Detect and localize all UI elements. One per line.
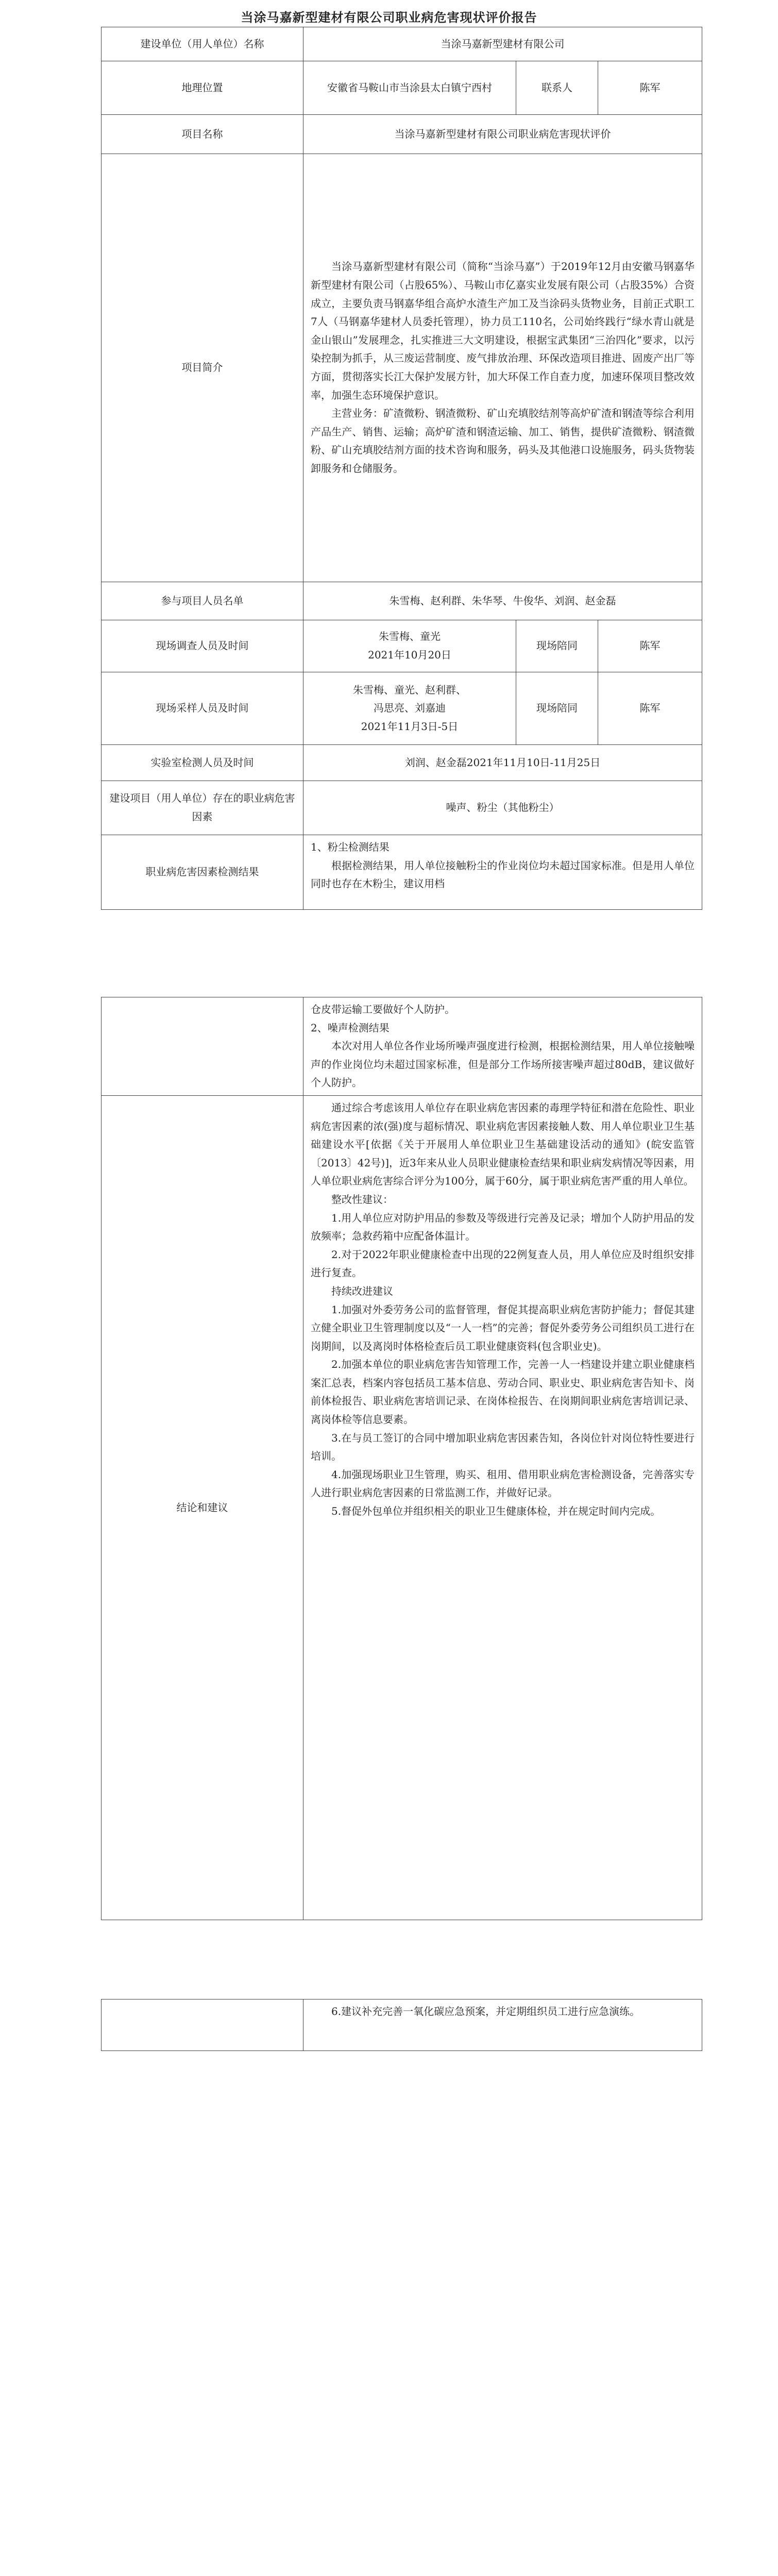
info-table-part-3 [101,1999,702,2051]
row-project-intro [102,154,702,582]
noise-title: 2、噪声检测结果 [311,1021,390,1034]
survey-escort-value: 陈军 [598,620,702,672]
intro-paragraph-2: 主营业务：矿渣微粉、钢渣微粉、矿山充填胶结剂等高炉矿渣和钢渣等综合利用产品生产、销售、运输；高炉矿渣和钢渣运输、加工、销售，提供矿渣微粉、钢渣微粉、矿山充填胶结剂方面的技术咨询和服务，码头及其他港口设施服务，码头货物装卸服务和仓储服务。 [311,407,695,474]
unit-value: 当涂马嘉新型建材有限公司 [303,27,702,61]
project-name-value: 当涂马嘉新型建材有限公司职业病危害现状评价 [303,115,702,154]
conclusion-value [303,1095,702,1920]
row-lab [102,745,702,781]
participants-label: 参与项目人员名单 [102,582,303,620]
sampling-names-1: 朱雪梅、童光、赵利群、 [353,683,466,696]
contact-label: 联系人 [516,61,598,115]
row-project-name [102,115,702,154]
conclusion-label: 结论和建议 [102,1095,303,1920]
lab-value: 刘润、赵金磊2021年11月10日-11月25日 [303,745,702,781]
intro-label: 项目简介 [102,154,303,582]
unit-label: 建设单位（用人单位）名称 [102,27,303,61]
survey-date: 2021年10月20日 [368,649,451,661]
sampling-value [303,672,516,745]
row-conclusion-continued [102,1999,702,2051]
continuous-2: 2.加强本单位的职业病危害告知管理工作，完善一人一档建设并建立职业健康档案汇总表，档案内容包括员工基本信息、劳动合同、职业史、职业病危害告知卡、岗前体检报告、职业病危害培训记录、在岗体检报告、在岗期间职业病危害培训记录、离岗体检等信息要素。 [311,1358,695,1426]
page-title: 当涂马嘉新型建材有限公司职业病危害现状评价报告 [241,10,537,25]
row-results-continued [102,997,702,1096]
row-sampling [102,672,702,745]
dust-body: 根据检测结果，用人单位接触粉尘的作业岗位均未超过国家标准。但是用人单位同时也存在木粉尘，建议用档 [311,859,695,890]
continuous-4: 4.加强现场职业卫生管理，购买、租用、借用职业病危害检测设备，完善落实专人进行职业病危害因素的日常监测工作，并做好记录。 [311,1468,695,1499]
dust-continued: 仓皮带运输工要做好个人防护。 [311,1003,455,1015]
sampling-escort-value: 陈军 [598,672,702,745]
conclusion-continued-value [303,1999,702,2051]
rectification-title: 整改性建议： [331,1193,393,1206]
sampling-escort-label: 现场陪同 [516,672,598,745]
survey-value [303,620,516,672]
rectification-2: 2.对于2022年职业健康检查中出现的22例复查人员，用人单位应及时组织安排进行复查。 [311,1248,695,1279]
location-value: 安徽省马鞍山市当涂县太白镇宁西村 [303,61,516,115]
continuous-5: 5.督促外包单位并组织相关的职业卫生健康体检，并在规定时间内完成。 [331,1505,661,1518]
survey-names: 朱雪梅、童光 [379,630,441,643]
conclusion-paragraph: 通过综合考虑该用人单位存在职业病危害因素的毒理学特征和潜在危险性、职业病危害因素的浓(强)度与超标情况、职业病危害因素接触人数、用人单位职业卫生基础建设水平[依据《关于开展用人单位职业卫生基础建设活动的通知》(皖安监管〔2013〕42号)]，近3年来从业人员职业健康检查结果和职业病发病情况等因素，用人单位职业病危害综合评分为100分，属于60分，属于职业病危害严重的用人单位。 [311,1101,695,1188]
location-label: 地理位置 [102,61,303,115]
continuous-1: 1.加强对外委劳务公司的监督管理，督促其提高职业病危害防护能力；督促其建立健全职业卫生管理制度以及“一人一档”的完善；督促外委劳务公司组织员工进行在岗期间，以及离岗时体格检查后员工职业健康资料(包含职业史)。 [311,1303,695,1352]
continuous-title: 持续改进建议 [331,1284,393,1297]
results-continued-value [303,997,702,1096]
contact-value: 陈军 [598,61,702,115]
row-results [102,835,702,910]
results-label: 职业病危害因素检测结果 [102,835,303,910]
participants-value: 朱雪梅、赵利群、朱华琴、牛俊华、刘润、赵金磊 [303,582,702,620]
sampling-names-2: 冯思亮、刘嘉迪 [374,702,446,715]
survey-escort-label: 现场陪同 [516,620,598,672]
row-survey [102,620,702,672]
rectification-1: 1.用人单位应对防护用品的参数及等级进行完善及记录；增加个人防护用品的发放频率；急救药箱中应配备体温计。 [311,1211,695,1243]
row-unit [102,27,702,61]
survey-label: 现场调查人员及时间 [102,620,303,672]
intro-paragraph-1: 当涂马嘉新型建材有限公司（简称“当涂马嘉”）于2019年12月由安徽马钢嘉华新型建材有限公司（占股65%）、马鞍山市亿嘉实业发展有限公司（占股35%）合资成立，主要负责马钢嘉华组合高炉水渣生产加工及当涂码头货物业务，目前正式职工7人（马钢嘉华建材人员委托管理），协力员工110名，公司始终践行“绿水青山就是金山银山”发展理念，扎实推进三大文明建设，根据宝武集团“三治四化”要求，以污染控制为抓手，从三废运营制度、废气排放治理、环保改造项目推进、固废产出厂等方面，贯彻落实长江大保护发展方针，加大环保工作自查力度，加速环保项目整改效率，加强生态环境保护意识。 [311,260,695,401]
row-conclusion [102,1095,702,1920]
sampling-label: 现场采样人员及时间 [102,672,303,745]
lab-label: 实验室检测人员及时间 [102,745,303,781]
info-table-part-1 [101,27,702,910]
row-location [102,61,702,115]
project-name-label: 项目名称 [102,115,303,154]
continuous-6: 6.建议补充完善一氧化碳应急预案，并定期组织员工进行应急演练。 [331,2005,640,2018]
row-factors [102,781,702,835]
results-value [303,835,702,910]
dust-title: 1、粉尘检测结果 [311,841,390,853]
info-table-part-2 [101,997,702,1920]
noise-body: 本次对用人单位各作业场所噪声强度进行检测，根据检测结果，用人单位接触噪声的作业岗位均未超过国家标准，但是部分工作场所接害噪声超过80dB，建议做好个人防护。 [311,1040,695,1089]
row-participants [102,582,702,620]
sampling-date: 2021年11月3日-5日 [361,720,459,733]
intro-value [303,154,702,582]
factors-value: 噪声、粉尘（其他粉尘） [303,781,702,835]
continuous-3: 3.在与员工签订的合同中增加职业病危害因素告知，各岗位针对岗位特性要进行培训。 [311,1431,695,1463]
factors-label: 建设项目（用人单位）存在的职业病危害因素 [102,781,303,835]
